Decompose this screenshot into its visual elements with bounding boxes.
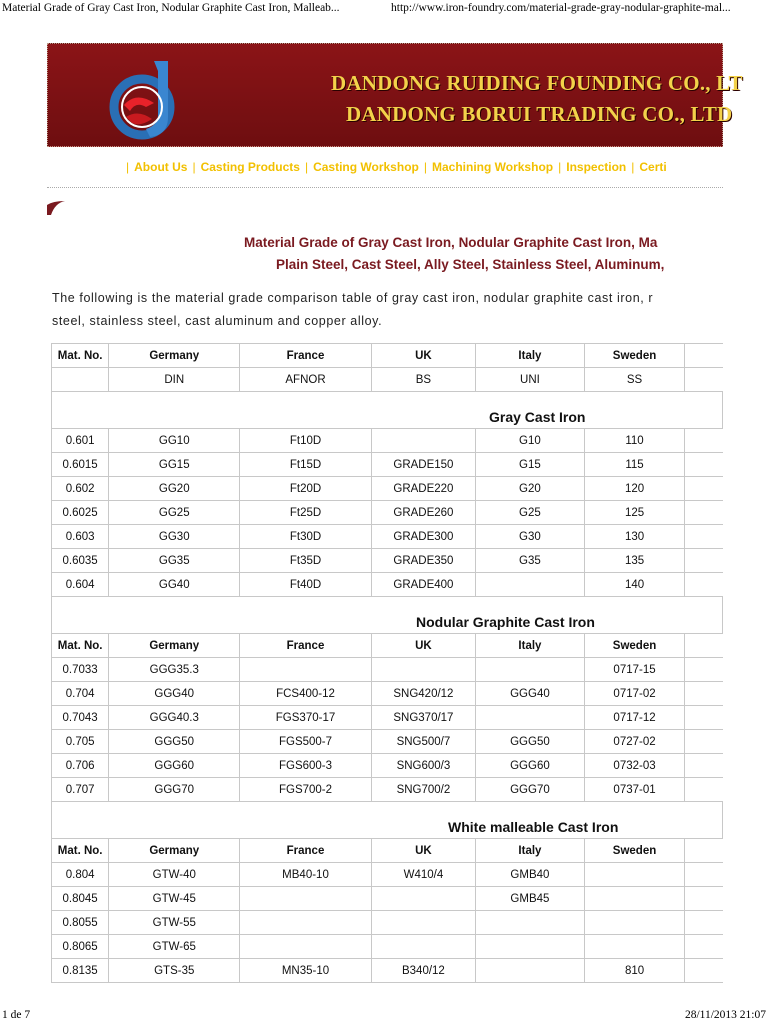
table-cell: 0717-15	[584, 658, 684, 682]
company-name-1: DANDONG RUIDING FOUNDING CO., LT	[331, 71, 743, 95]
table-cell-clipped	[685, 453, 723, 477]
nav-separator: |	[558, 160, 562, 174]
table-cell: 0.707	[52, 778, 109, 802]
table-cell: MB40-10	[240, 863, 372, 887]
table-cell: 0.8055	[52, 911, 109, 935]
table-cell: Mat. No.	[52, 344, 109, 368]
table-cell-clipped	[685, 682, 723, 706]
nav-certificates[interactable]: Certi	[639, 160, 667, 174]
table-cell: GGG70	[109, 778, 240, 802]
table-cell: GG10	[109, 429, 240, 453]
table-cell: FGS600-3	[240, 754, 372, 778]
table-cell-clipped	[685, 730, 723, 754]
table-cell: 0.6025	[52, 501, 109, 525]
table-cell: 0.601	[52, 429, 109, 453]
table-section-title: White malleable Cast Iron	[448, 819, 619, 835]
nav-separator: |	[631, 160, 635, 174]
table-cell: 0732-03	[584, 754, 684, 778]
table-cell: GRADE300	[371, 525, 475, 549]
table-cell: GGG70	[476, 778, 585, 802]
table-cell-clipped	[685, 887, 723, 911]
table-cell	[371, 911, 475, 935]
table-cell: SNG600/3	[371, 754, 475, 778]
table-cell: GMB45	[476, 887, 585, 911]
table-cell	[240, 935, 372, 959]
table-cell: 0.7043	[52, 706, 109, 730]
table-cell: 0.7033	[52, 658, 109, 682]
table-cell: MN35-10	[240, 959, 372, 983]
table-cell: Ft20D	[240, 477, 372, 501]
table-cell: BS	[371, 368, 475, 392]
table-cell-clipped	[685, 429, 723, 453]
table-cell: Ft30D	[240, 525, 372, 549]
table-cell: Sweden	[584, 344, 684, 368]
table-row	[52, 887, 723, 911]
print-page-number: 1 de 7	[2, 1009, 31, 1021]
table-cell: Mat. No.	[52, 634, 109, 658]
table-row	[52, 754, 723, 778]
table-cell: 0.8045	[52, 887, 109, 911]
table-cell	[240, 658, 372, 682]
table-cell: 120	[584, 477, 684, 501]
web-page	[47, 43, 743, 977]
table-cell-clipped	[685, 959, 723, 983]
material-grade-table	[51, 343, 723, 983]
table-cell	[371, 658, 475, 682]
table-cell: 0.6035	[52, 549, 109, 573]
table-cell: GGG50	[109, 730, 240, 754]
table-cell: 0.604	[52, 573, 109, 597]
nav-about-us[interactable]: About Us	[134, 160, 188, 174]
nav-separator: |	[423, 160, 427, 174]
table-cell	[371, 429, 475, 453]
table-cell: Germany	[109, 839, 240, 863]
table-cell	[584, 887, 684, 911]
table-cell: GMB40	[476, 863, 585, 887]
table-cell-clipped	[685, 368, 723, 392]
print-datetime: 28/11/2013 21:07	[684, 1009, 766, 1021]
table-section-title: Nodular Graphite Cast Iron	[416, 614, 595, 630]
table-section-row	[52, 597, 723, 634]
table-cell	[476, 706, 585, 730]
nav-separator: |	[192, 160, 196, 174]
table-cell: Ft25D	[240, 501, 372, 525]
table-cell: Ft40D	[240, 573, 372, 597]
table-cell: UK	[371, 344, 475, 368]
table-row	[52, 477, 723, 501]
nav-casting-products[interactable]: Casting Products	[200, 160, 300, 174]
table-section-row	[52, 802, 723, 839]
table-cell: 0.6015	[52, 453, 109, 477]
table-cell: Ft35D	[240, 549, 372, 573]
table-cell: Ft15D	[240, 453, 372, 477]
table-cell-clipped	[685, 634, 723, 658]
table-section-cell	[52, 802, 723, 839]
print-header	[0, 0, 768, 18]
table-cell-clipped	[685, 935, 723, 959]
nav-separator: |	[304, 160, 309, 174]
nav-separator: |	[126, 160, 130, 174]
table-row	[52, 573, 723, 597]
table-row	[52, 549, 723, 573]
table-cell: GRADE220	[371, 477, 475, 501]
nav-casting-workshop[interactable]: Casting Workshop	[313, 160, 419, 174]
table-cell-clipped	[685, 573, 723, 597]
table-cell: 0.603	[52, 525, 109, 549]
table-row	[52, 730, 723, 754]
table-cell	[584, 911, 684, 935]
table-cell: W410/4	[371, 863, 475, 887]
intro-line-2: steel, stainless steel, cast aluminum and copper alloy.	[52, 314, 383, 328]
table-cell: GGG40.3	[109, 706, 240, 730]
table-cell: GGG60	[476, 754, 585, 778]
table-cell	[371, 887, 475, 911]
table-cell: 0.8065	[52, 935, 109, 959]
table-cell: UNI	[476, 368, 585, 392]
table-cell: GGG35.3	[109, 658, 240, 682]
table-cell: GGG50	[476, 730, 585, 754]
table-cell: GG15	[109, 453, 240, 477]
table-cell: FGS500-7	[240, 730, 372, 754]
table-cell: 0727-02	[584, 730, 684, 754]
table-cell: AFNOR	[240, 368, 372, 392]
nav-inspection[interactable]: Inspection	[566, 160, 627, 174]
table-cell: UK	[371, 634, 475, 658]
table-cell: 125	[584, 501, 684, 525]
table-cell	[476, 959, 585, 983]
table-cell-clipped	[685, 754, 723, 778]
table-cell: GG20	[109, 477, 240, 501]
nav-machining-workshop[interactable]: Machining Workshop	[431, 160, 554, 174]
table-cell	[240, 887, 372, 911]
table-cell: France	[240, 344, 372, 368]
table-cell: 0717-12	[584, 706, 684, 730]
table-cell-clipped	[685, 658, 723, 682]
table-cell	[584, 935, 684, 959]
table-cell: Mat. No.	[52, 839, 109, 863]
table-cell: GG40	[109, 573, 240, 597]
table-section-cell	[52, 597, 723, 634]
table-row	[52, 911, 723, 935]
table-cell: 0.8135	[52, 959, 109, 983]
table-cell	[476, 658, 585, 682]
table-cell: SNG420/12	[371, 682, 475, 706]
table-cell: SS	[584, 368, 684, 392]
table-cell: GGG40	[109, 682, 240, 706]
table-header-row	[52, 839, 723, 863]
table-cell: France	[240, 634, 372, 658]
table-cell	[476, 573, 585, 597]
table-cell: GRADE350	[371, 549, 475, 573]
table-cell: DIN	[109, 368, 240, 392]
table-cell: GG35	[109, 549, 240, 573]
table-row	[52, 658, 723, 682]
table-cell: G10	[476, 429, 585, 453]
main-nav	[47, 147, 723, 188]
table-cell: G25	[476, 501, 585, 525]
table-cell-clipped	[685, 501, 723, 525]
print-footer	[0, 1008, 768, 1024]
table-cell: SNG500/7	[371, 730, 475, 754]
table-cell: B340/12	[371, 959, 475, 983]
table-cell: GRADE260	[371, 501, 475, 525]
table-cell: 0.602	[52, 477, 109, 501]
print-page-url: http://www.iron-foundry.com/material-grade-gray-nodular-graphite-mal...	[391, 2, 731, 14]
table-cell: 0.704	[52, 682, 109, 706]
page-title-line-1: Material Grade of Gray Cast Iron, Nodular Graphite Cast Iron, Ma	[244, 235, 658, 250]
table-cell: France	[240, 839, 372, 863]
table-cell	[52, 368, 109, 392]
table-row	[52, 959, 723, 983]
table-cell: 0717-02	[584, 682, 684, 706]
table-cell: Sweden	[584, 839, 684, 863]
table-cell-clipped	[685, 344, 723, 368]
table-section-row	[52, 392, 723, 429]
table-cell: UK	[371, 839, 475, 863]
table-standards-row	[52, 368, 723, 392]
table-cell-clipped	[685, 839, 723, 863]
table-cell	[584, 863, 684, 887]
table-cell-clipped	[685, 911, 723, 935]
company-logo	[106, 57, 186, 141]
table-row	[52, 501, 723, 525]
table-cell: Italy	[476, 634, 585, 658]
table-header-row	[52, 634, 723, 658]
table-cell: FCS400-12	[240, 682, 372, 706]
table-header-row	[52, 344, 723, 368]
table-cell: GTS-35	[109, 959, 240, 983]
table-cell: Ft10D	[240, 429, 372, 453]
intro-line-1: The following is the material grade comparison table of gray cast iron, nodular graphite cast iron, r	[52, 291, 654, 305]
table-cell: GRADE400	[371, 573, 475, 597]
table-row	[52, 706, 723, 730]
table-cell	[476, 935, 585, 959]
table-row	[52, 429, 723, 453]
corner-decoration-icon	[47, 201, 65, 215]
table-cell: 140	[584, 573, 684, 597]
table-cell: SNG700/2	[371, 778, 475, 802]
table-cell	[476, 911, 585, 935]
table-row	[52, 525, 723, 549]
table-cell: Germany	[109, 344, 240, 368]
table-cell-clipped	[685, 477, 723, 501]
table-cell: GTW-65	[109, 935, 240, 959]
table-row	[52, 453, 723, 477]
table-cell-clipped	[685, 549, 723, 573]
table-cell: GG30	[109, 525, 240, 549]
table-cell: G20	[476, 477, 585, 501]
table-cell	[240, 911, 372, 935]
table-cell: FGS700-2	[240, 778, 372, 802]
table-cell: 115	[584, 453, 684, 477]
print-page-title: Material Grade of Gray Cast Iron, Nodular Graphite Cast Iron, Malleab...	[2, 2, 340, 14]
table-cell: 0737-01	[584, 778, 684, 802]
table-cell: SNG370/17	[371, 706, 475, 730]
intro-text	[52, 287, 653, 333]
table-cell: 130	[584, 525, 684, 549]
table-cell: GTW-40	[109, 863, 240, 887]
table-row	[52, 682, 723, 706]
table-cell: 0.804	[52, 863, 109, 887]
site-banner	[47, 43, 743, 147]
table-cell: GTW-45	[109, 887, 240, 911]
table-cell: G30	[476, 525, 585, 549]
table-cell: 810	[584, 959, 684, 983]
table-cell: G35	[476, 549, 585, 573]
table-section-cell	[52, 392, 723, 429]
table-cell	[371, 935, 475, 959]
table-row	[52, 863, 723, 887]
table-row	[52, 778, 723, 802]
table-cell: Italy	[476, 344, 585, 368]
table-cell: GTW-55	[109, 911, 240, 935]
table-cell: Sweden	[584, 634, 684, 658]
table-cell: 110	[584, 429, 684, 453]
table-cell: GRADE150	[371, 453, 475, 477]
table-cell: G15	[476, 453, 585, 477]
table-cell: FGS370-17	[240, 706, 372, 730]
table-row	[52, 935, 723, 959]
table-cell: GG25	[109, 501, 240, 525]
table-cell-clipped	[685, 863, 723, 887]
table-cell: Germany	[109, 634, 240, 658]
table-cell-clipped	[685, 525, 723, 549]
table-cell: GGG60	[109, 754, 240, 778]
table-cell: Italy	[476, 839, 585, 863]
company-name-2: DANDONG BORUI TRADING CO., LTD	[346, 102, 733, 126]
table-cell: GGG40	[476, 682, 585, 706]
table-cell: 135	[584, 549, 684, 573]
table-cell-clipped	[685, 706, 723, 730]
table-cell-clipped	[685, 778, 723, 802]
table-section-title: Gray Cast Iron	[489, 409, 586, 425]
page-title-line-2: Plain Steel, Cast Steel, Ally Steel, Stainless Steel, Aluminum,	[276, 257, 665, 272]
table-cell: 0.706	[52, 754, 109, 778]
table-cell: 0.705	[52, 730, 109, 754]
